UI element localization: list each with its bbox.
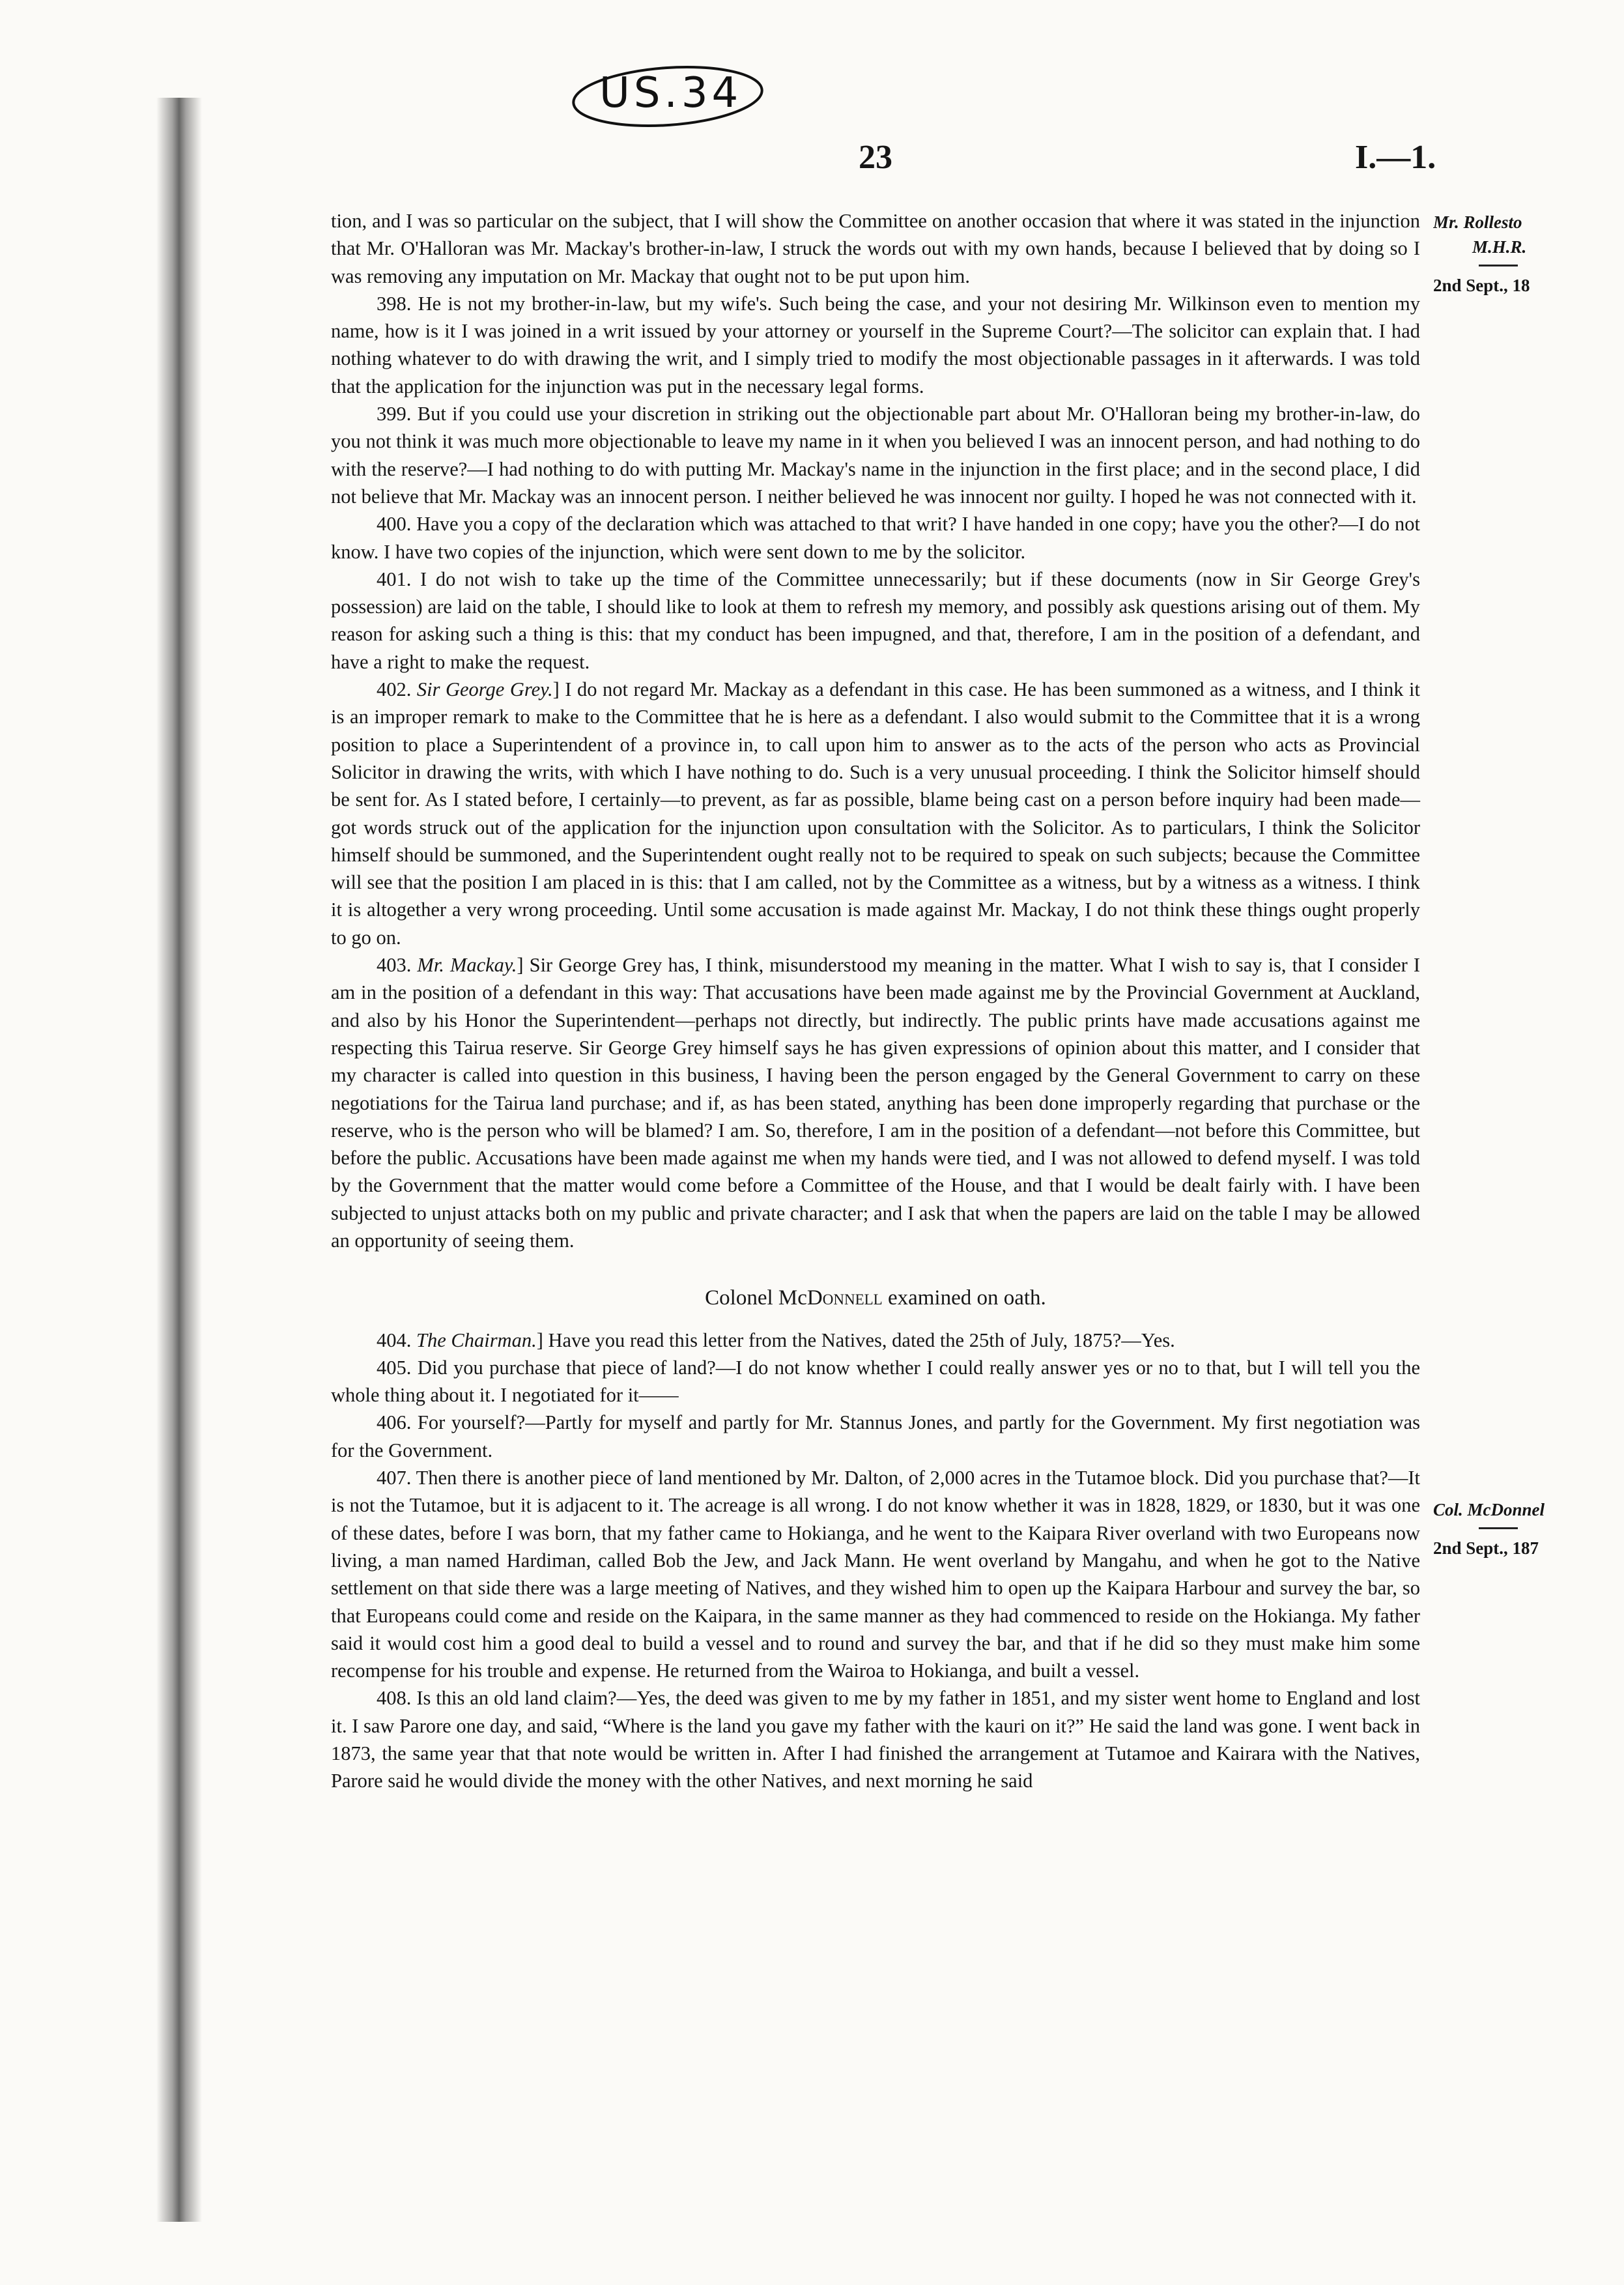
- paragraph-text: I do not regard Mr. Mackay as a defendant in this case. He has been summoned as a witness, and I think it is an improper remark to make to the Committee that he is here as a defendant. I also would submit to the Committee that it is a wrong position to place a Superintendent of a province in, to call upon him to answer as to the acts of the person who acts as Provincial Solicitor in drawing the writs, with which I have nothing to do. Such is a very unusual proceeding. I think the Solicitor himself should be sent for. As I stated before, I certainly—to prevent, as far as possible, blame being cast on a person before inquiry had been made—got words struck out of the application for the injunction upon consultation with the Solicitor. As to particulars, I think the Solicitor himself should be summoned, and the Superintendent ought really not to be required to speak on such subjects; because the Committee will see that the position I am placed in is this: that I am called, not by the Committee as a witness, but by a witness as a witness. I think it is altogether a very wrong proceeding. Until some accusation is made against Mr. Mackay, I do not think these things ought properly to go on.: [331, 678, 1421, 949]
- margin-note-mcdonnell: [1433, 1497, 1622, 1560]
- paragraph-text: But if you could use your discretion in striking out the objectionable part about Mr. O'Halloran being my brother-in-law, do you not think it was much more objectionable to leave my name in it when you believed I was an innocent person, and had nothing to do with the reserve?—I had nothing to do with putting Mr. Mackay's name in the injunction in the first place; and in the second place, I did not believe that Mr. Mackay was an innocent person. I neither believed he was innocent nor guilty. I hoped he was not connected with it.: [331, 403, 1420, 508]
- binding-shadow: [156, 98, 202, 2222]
- paragraph: [331, 207, 1420, 290]
- margin-note-name: Col. McDonnel: [1433, 1500, 1545, 1519]
- paragraph-number: 404.: [377, 1329, 412, 1351]
- paragraph-401: [331, 566, 1420, 676]
- heading-smallcaps: Donnell: [806, 1286, 883, 1310]
- paragraph-403: 403. Mr. Mackay.] Sir George Grey has, I think, misunderstood my meaning in the matter. What I wish to say is, that I consider I am in the position of a defendant in this way: That accusations have been made against me by the Provincial Government at Auckland, and also by his Honor the Superintendent—perhaps not directly, but indirectly. The public prints have made accusations against me respecting this Tairua reserve. Sir George Grey himself says he has given expressions of opinion about this matter, and I consider that my character is called into question in this business, I having been the person engaged by the General Government to carry on these negotiations for the Tairua land purchase; and if, as has been stated, anything has been done improperly regarding that purchase or the reserve, who is the person who will be blamed? I am. So, therefore, I am in the position of a defendant—not before this Committee, but before the public. Accusations have been made against me when my hands were tied, and I was not allowed to defend myself. I was told by the Government that the matter would come before a Committee of the House, and that I would be dealt fairly with. I have been subjected to unjust attacks both on my public and private character; and I ask that when the papers are laid on the table I may be allowed an opportunity of seeing them.: [331, 954, 1421, 1252]
- margin-note-date: 2nd Sept., 187: [1433, 1538, 1539, 1558]
- margin-note-title: M.H.R.: [1472, 237, 1527, 257]
- margin-note-name: Mr. Rollesto: [1433, 212, 1522, 232]
- paragraph-402: 402. Sir George Grey.] I do not regard Mr. Mackay as a defendant in this case. He has been summoned as a witness, and I think it is an improper remark to make to the Committee that he is here as a defendant. I also would submit to the Committee that it is a wrong position to place a Superintendent of a province in, to call upon him to answer as to the acts of the person who acts as Provincial Solicitor in drawing the writs, with which I have nothing to do. Such is a very unusual proceeding. I think the Solicitor himself should be sent for. As I stated before, I certainly—to prevent, as far as possible, blame being cast on a person before inquiry had been made—got words struck out of the application for the injunction upon consultation with the Solicitor. As to particulars, I think the Solicitor himself should be summoned, and the Superintendent ought really not to be required to speak on such subjects; because the Committee will see that the position I am placed in is this: that I am called, not by the Committee as a witness, but by a witness as a witness. I think it is altogether a very wrong proceeding. Until some accusation is made against Mr. Mackay, I do not think these things ought properly to go on.: [331, 678, 1421, 949]
- paragraph-404: 404. The Chairman.] Have you read this letter from the Natives, dated the 25th of July, 1875?—Yes.: [377, 1329, 1175, 1351]
- paragraph-text: Have you read this letter from the Natives, dated the 25th of July, 1875?—Yes.: [548, 1329, 1175, 1351]
- paragraph-407: [331, 1464, 1420, 1684]
- paragraph-number: 405.: [377, 1356, 412, 1379]
- margin-note-rolleston: [1433, 210, 1622, 298]
- paragraph-number: 402.: [377, 678, 412, 701]
- paragraph-406: [331, 1409, 1420, 1464]
- paragraph-text: Then there is another piece of land mentioned by Mr. Dalton, of 2,000 acres in the Tutamoe block. Did you purchase that?—It is not the Tutamoe, but it is adjacent to it. The acreage is all wrong. I do not know whether it was in 1828, 1829, or 1830, but it was one of these dates, before I was born, that my father came to Hokianga, and he went to the Kaipara River overland with two Europeans now living, a man named Hardiman, called Bob the Jew, and Jack Mann. He went overland by Mangahu, and when he got to the Native settlement on that side there was a large meeting of Natives, and they wished him to open up the Kaipara Harbour and survey the bar, so that Europeans could come and reside on the Kaipara, in the same manner as they had commenced to reside on the Hokianga. My father said it would cost him a good deal to build a vessel and to round and survey the bar, and that if he did so they must make him some recompense for his trouble and expense. He returned from the Wairoa to Hokianga, and built a vessel.: [331, 1467, 1421, 1682]
- speaker-name: Sir George Grey.: [416, 678, 553, 701]
- paragraph-text: Is this an old land claim?—Yes, the deed was given to me by my father in 1851, and my sister went home to England and lost it. I saw Parore one day, and said, “Where is the land you gave my father with the kauri on it?” He said the land was gone. I went back in 1873, the same year that that note would be written in. After I had finished the arrangement at Tutamoe and Kairara with the Natives, Parore said he would divide the money with the other Natives, and next morning he said: [331, 1687, 1421, 1792]
- section-heading: [331, 1284, 1420, 1312]
- paragraph-text: Sir George Grey has, I think, misunderstood my meaning in the matter. What I wish to say is, that I consider I am in the position of a defendant in this way: That accusations have been made against me by the Provincial Government at Auckland, and also by his Honor the Superintendent—perhaps not directly, but indirectly. The public prints have made accusations against me respecting this Tairua reserve. Sir George Grey himself says he has given expressions of opinion about this matter, and I consider that my character is called into question in this business, I having been the person engaged by the General Government to carry on these negotiations for the Tairua land purchase; and if, as has been stated, anything has been done improperly regarding that purchase or the reserve, who is the person who will be blamed? I am. So, therefore, I am in the position of a defendant—not before this Committee, but before the public. Accusations have been made against me when my hands were tied, and I was not allowed to defend myself. I was told by the Government that the matter would come before a Committee of the House, and that I would be dealt fairly with. I have been subjected to unjust attacks both on my public and private character; and I ask that when the papers are laid on the table I may be allowed an opportunity of seeing them.: [331, 954, 1421, 1252]
- document-reference: I.—1.: [1355, 139, 1436, 176]
- paragraph-408: [331, 1684, 1420, 1794]
- paragraph-text: I do not wish to take up the time of the Committee unnecessarily; but if these documents (now in Sir George Grey's possession) are laid on the table, I should like to look at them to refresh my memory, and possibly ask questions arising out of them. My reason for asking such a thing is this: that my conduct has been impugned, and that, therefore, I am in the position of a defendant, and have a right to make the request.: [331, 568, 1421, 673]
- paragraph-number: 398.: [377, 292, 412, 315]
- paragraph-399: [331, 400, 1420, 510]
- paragraph-398: [331, 290, 1420, 400]
- paragraph-number: 407.: [377, 1467, 412, 1489]
- margin-note-date: 2nd Sept., 18: [1433, 276, 1530, 295]
- paragraph-number: 408.: [377, 1687, 412, 1710]
- margin-note-rule: [1479, 1527, 1518, 1529]
- paragraph-400: [331, 510, 1420, 566]
- paragraph-text: For yourself?—Partly for myself and partly for Mr. Stannus Jones, and partly for the Government. My first negotiation was for the Government.: [331, 1411, 1420, 1461]
- margin-note-rule: [1479, 265, 1518, 266]
- paragraph-405: [331, 1354, 1420, 1409]
- paragraph-number: 400.: [377, 513, 412, 536]
- paragraph-number: 403.: [377, 954, 412, 977]
- heading-part: examined on oath.: [882, 1286, 1046, 1310]
- paragraph-text: He is not my brother-in-law, but my wife's. Such being the case, and your not desiring Mr. Wilkinson even to mention my name, how is it I was joined in a writ issued by your attorney or yourself in the Supreme Court?—The solicitor can explain that. I had nothing whatever to do with drawing the writ, and I simply tried to modify the most objectionable passages in it afterwards. I was told that the application for the injunction was put in the necessary legal forms.: [331, 292, 1421, 397]
- speaker-name: Mr. Mackay.: [417, 954, 517, 977]
- paragraph-number: 401.: [377, 568, 412, 590]
- body-text: [331, 207, 1420, 1795]
- speaker-name: The Chairman.: [416, 1329, 537, 1351]
- heading-part: Colonel Mc: [705, 1286, 807, 1310]
- paragraph-text: Have you a copy of the declaration which was attached to that writ? I have handed in one copy; have you the other?—I do not know. I have two copies of the injunction, which were sent down to me by the solicitor.: [331, 513, 1420, 563]
- stamp-label: US.34: [599, 69, 743, 117]
- paragraph-number: 406.: [377, 1411, 412, 1434]
- paragraph-number: 399.: [377, 403, 412, 425]
- page-number: 23: [859, 139, 892, 176]
- paragraph-text: Did you purchase that piece of land?—I do not know whether I could really answer yes or no to that, but I will tell you the whole thing about it. I negotiated for it——: [331, 1356, 1420, 1407]
- paragraph-text: tion, and I was so particular on the subject, that I will show the Committee on another occasion that where it was stated in the injunction that Mr. O'Halloran was Mr. Mackay's brother-in-law, I struck the words out with my own hands, because I believed that by doing so I was removing any imputation on Mr. Mackay that ought not to be put upon him.: [331, 210, 1420, 287]
